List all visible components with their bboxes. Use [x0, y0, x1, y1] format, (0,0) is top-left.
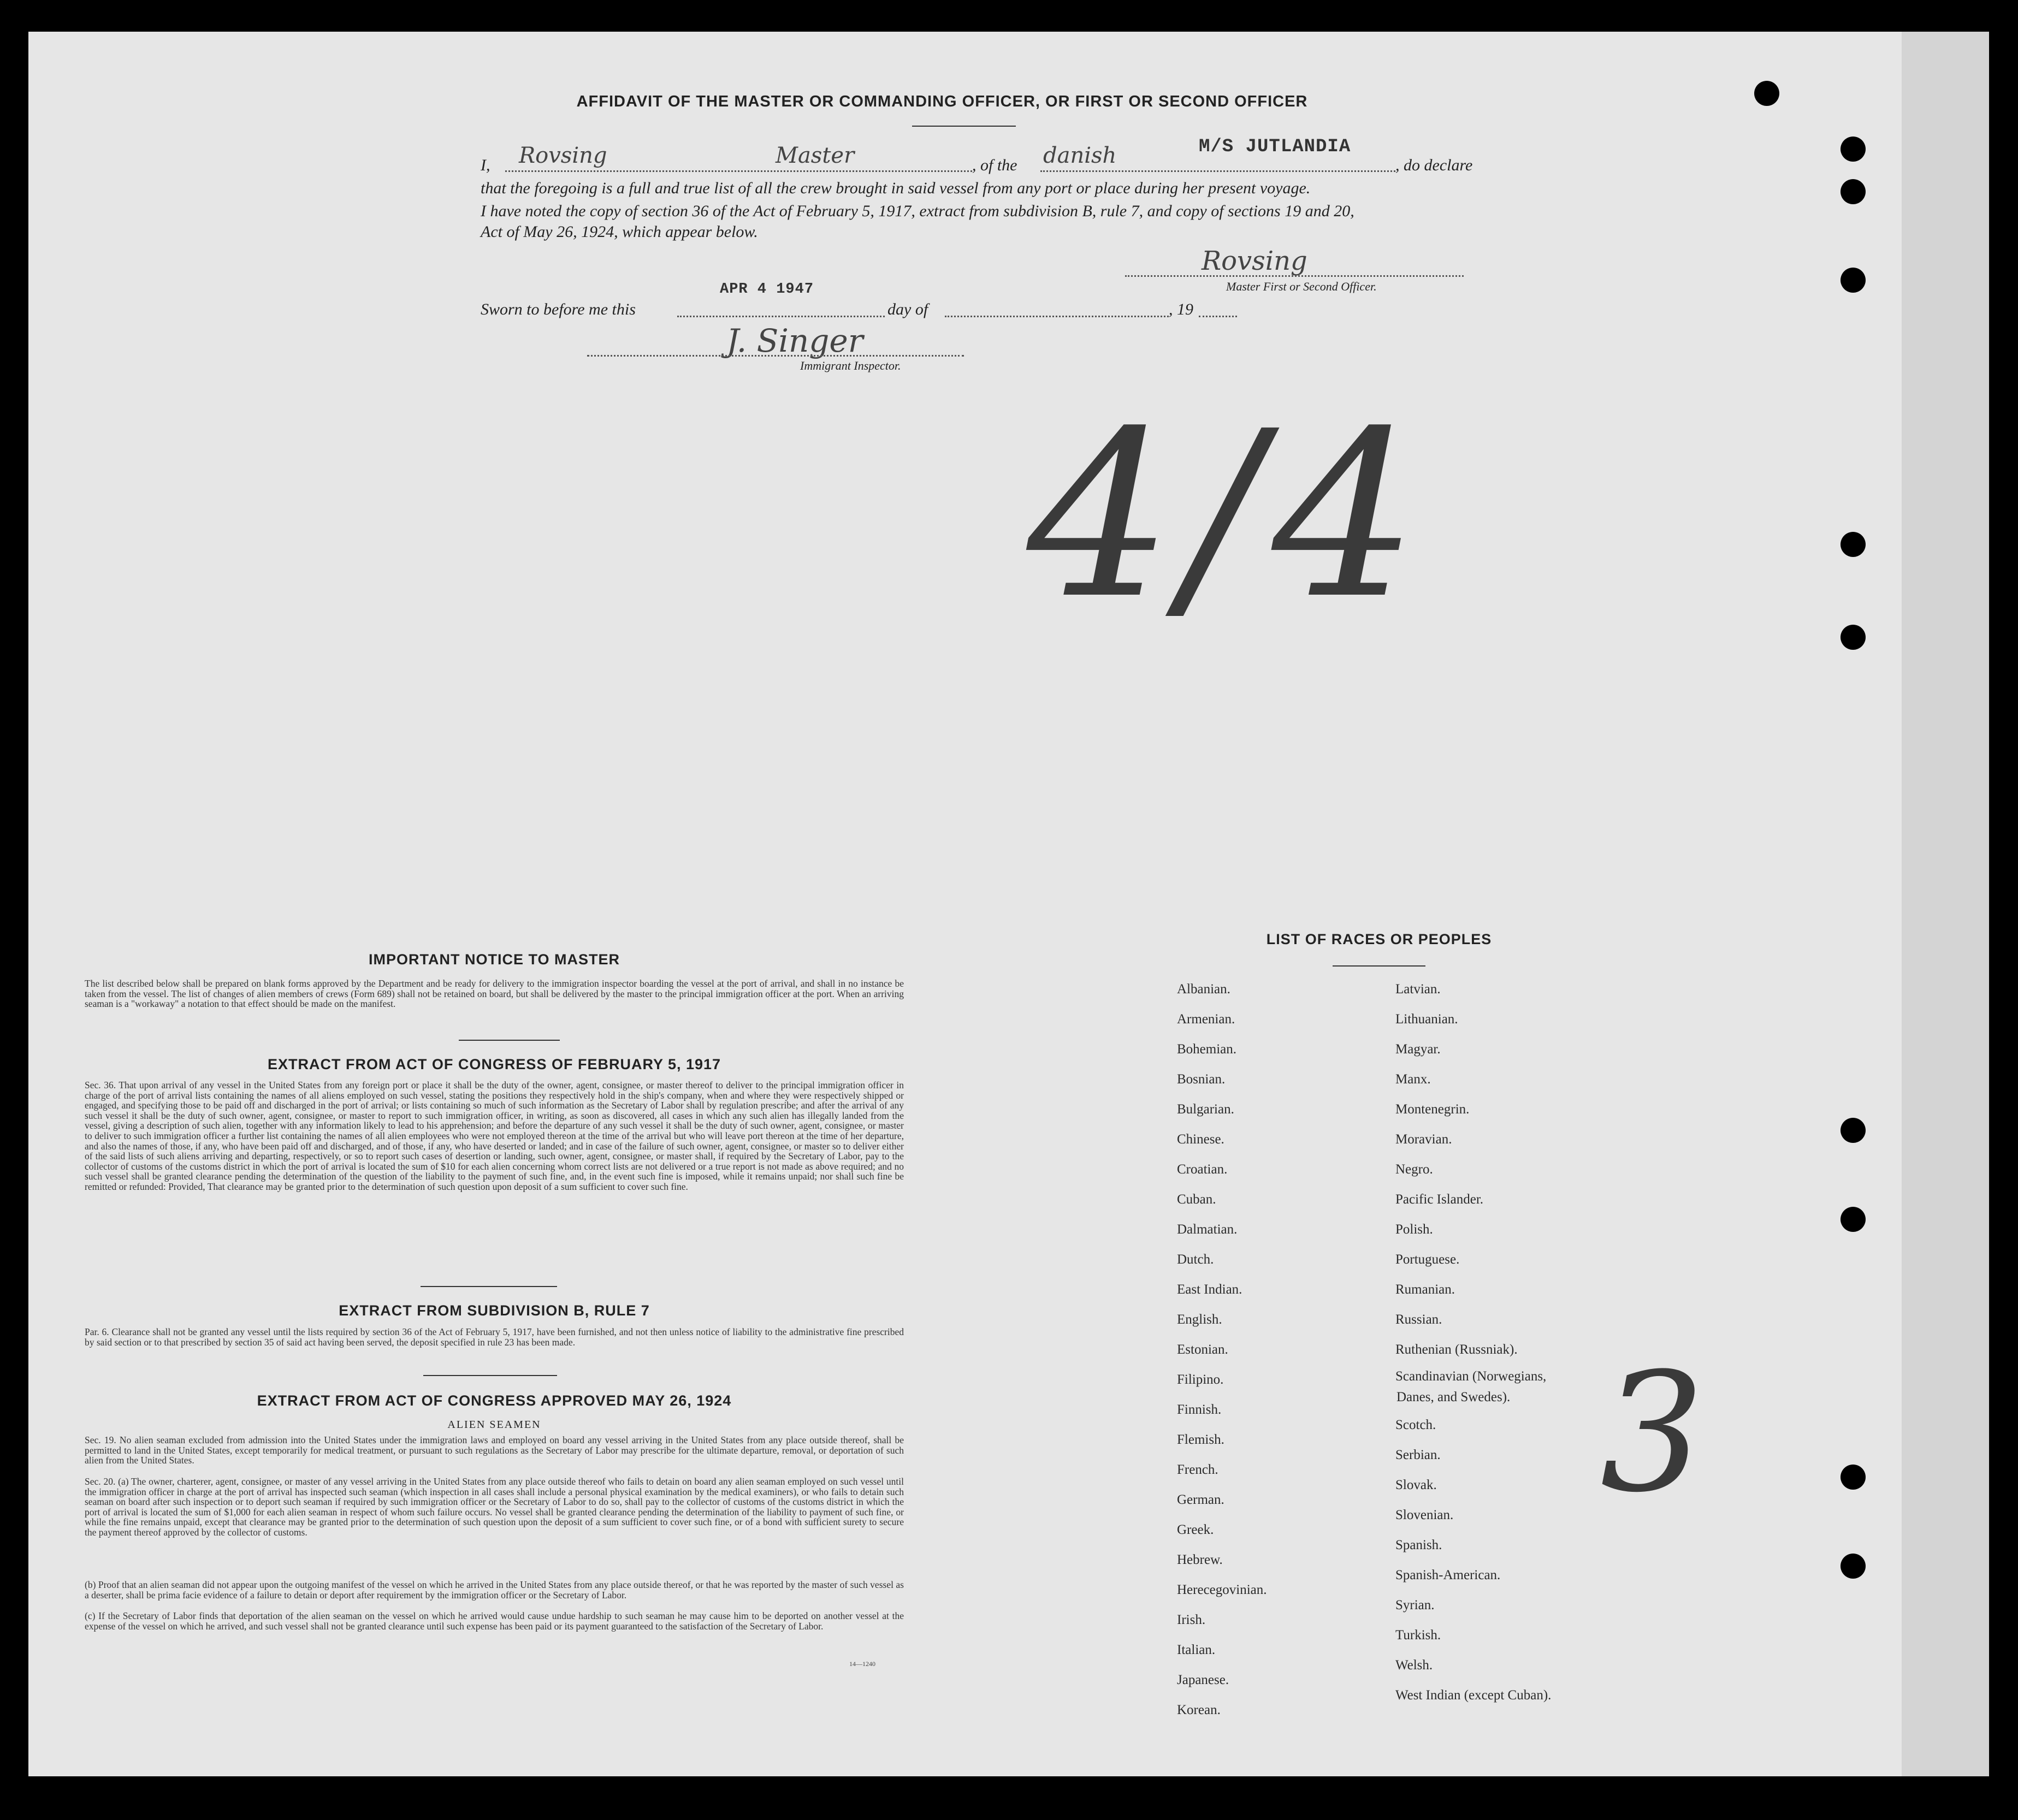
punch-hole: [1841, 625, 1866, 650]
race-item: Herecegovinian.: [1177, 1582, 1267, 1597]
affidavit-do-declare: , do declare: [1395, 156, 1473, 174]
master-signature-caption: Master First or Second Officer.: [1226, 280, 1377, 293]
date-stamp: APR 4 1947: [720, 281, 814, 298]
master-signature: Rovsing: [1202, 246, 1307, 276]
race-item: Slovenian.: [1395, 1508, 1454, 1522]
master-signature-line: [1125, 275, 1464, 277]
race-item: Estonian.: [1177, 1342, 1228, 1357]
race-item: West Indian (except Cuban).: [1395, 1688, 1552, 1703]
vessel-name-stamp: M/S JUTLANDIA: [1199, 137, 1351, 157]
extract-1924-title: EXTRACT FROM ACT OF CONGRESS APPROVED MAY 26, 1924: [257, 1392, 732, 1409]
race-item: Cuban.: [1177, 1192, 1216, 1207]
handwritten-name: Rovsing: [519, 143, 607, 168]
race-item: Spanish-American.: [1395, 1568, 1501, 1582]
race-item: Danes, and Swedes).: [1396, 1390, 1511, 1404]
affidavit-title: AFFIDAVIT OF THE MASTER OR COMMANDING OFFICER, OR FIRST OR SECOND OFFICER: [576, 93, 1308, 110]
notice-text: The list described below shall be prepared on blank forms approved by the Department and be ready for delivery to the immigration inspector boarding the vessel at the port of arrival, and shall in no instance be taken from the vessel. The list of changes of alien members of crews (Form 689) shall not be retained on board, but shall be delivered by the master to the principal immigration officer at the port. When an arriving seaman is a "workaway" a notation to that effect should be made on the manifest.: [85, 978, 904, 1010]
race-item: Syrian.: [1395, 1598, 1435, 1612]
race-item: Spanish.: [1395, 1538, 1442, 1552]
divider: [459, 1040, 560, 1041]
race-item: Greek.: [1177, 1522, 1214, 1537]
inspector-signature: J. Singer: [726, 322, 863, 359]
race-item: East Indian.: [1177, 1282, 1242, 1297]
race-item: Latvian.: [1395, 982, 1441, 997]
race-item: German.: [1177, 1492, 1224, 1507]
handwritten-rank: Master: [776, 143, 855, 168]
race-item: Russian.: [1395, 1312, 1442, 1327]
punch-hole: [1754, 81, 1779, 106]
affidavit-i: I,: [481, 156, 490, 174]
next-page-edge: [1902, 32, 1989, 1776]
form-number: 14—1240: [849, 1660, 875, 1668]
race-item: Italian.: [1177, 1643, 1216, 1657]
punch-hole: [1841, 1465, 1866, 1490]
section-19-text: Sec. 19. No alien seaman excluded from admission into the United States under the immigration laws and employed on board any vessel arriving in the United States from any place outside thereof, shall be permitted to land in the United States, except temporarily for medical treatment, or pursuant to such regulations as the Secretary of Labor may prescribe for the ultimate departure, removal, or deportation of such alien from the United States.: [85, 1434, 904, 1466]
race-item: Armenian.: [1177, 1012, 1235, 1027]
vessel-field-line: [1040, 170, 1395, 172]
race-item: Scandinavian (Norwegians,: [1395, 1369, 1547, 1384]
race-item: Bohemian.: [1177, 1042, 1237, 1057]
section-20b-text: (b) Proof that an alien seaman did not appear upon the outgoing manifest of the vessel on which he arrived in the United States from any place outside thereof, or that he was reported by the master of such vessel as a deserter, shall be prima facie evidence of a failure to detain or deport after requirement by the immigration officer or the Secretary of Labor.: [85, 1579, 904, 1600]
title-divider: [912, 126, 1016, 127]
race-item: Dutch.: [1177, 1252, 1214, 1267]
punch-hole: [1841, 1118, 1866, 1143]
race-item: Ruthenian (Russniak).: [1395, 1342, 1518, 1357]
affidavit-line-3: I have noted the copy of section 36 of the Act of February 5, 1917, extract from subdivision B, rule 7, and copy of sections 19 and 20,: [481, 202, 1354, 220]
name-field-line: [505, 170, 972, 172]
inspector-signature-line: [587, 355, 964, 357]
year-line: [1199, 316, 1237, 317]
race-item: Polish.: [1395, 1222, 1433, 1237]
notice-title: IMPORTANT NOTICE TO MASTER: [369, 951, 620, 968]
punch-hole: [1841, 1554, 1866, 1579]
section-20c-text: (c) If the Secretary of Labor finds that deportation of the alien seaman on the vessel on which he arrived would cause undue hardship to such seaman he may cause him to be deported on another vessel at the expense of the vessel on which he arrived, and such vessel shall not be granted clearance until such expense has been paid or its payment guaranteed to the satisfaction of the Secretary of Labor.: [85, 1610, 904, 1632]
race-item: French.: [1177, 1462, 1218, 1477]
divider: [421, 1286, 557, 1287]
punch-hole: [1841, 268, 1866, 293]
sworn-month-line: [945, 316, 1169, 317]
race-item: Slovak.: [1395, 1478, 1437, 1492]
sworn-day-line: [677, 316, 885, 317]
race-item: Magyar.: [1395, 1042, 1441, 1057]
handwritten-page-count: 4/4: [1027, 382, 1429, 649]
race-item: Rumanian.: [1395, 1282, 1455, 1297]
race-item: Bulgarian.: [1177, 1102, 1234, 1117]
punch-hole: [1841, 179, 1866, 204]
race-item: Albanian.: [1177, 982, 1230, 997]
race-item: Chinese.: [1177, 1132, 1224, 1147]
sworn-text: Sworn to before me this: [481, 300, 636, 318]
race-item: Hebrew.: [1177, 1552, 1223, 1567]
race-item: Filipino.: [1177, 1372, 1224, 1387]
alien-seamen-subtitle: ALIEN SEAMEN: [447, 1419, 541, 1431]
inspector-caption: Immigrant Inspector.: [800, 359, 901, 372]
race-item: Montenegrin.: [1395, 1102, 1470, 1117]
race-item: Welsh.: [1395, 1658, 1433, 1673]
affidavit-line-2: that the foregoing is a full and true list of all the crew brought in said vessel from any port or place during her present voyage.: [481, 179, 1311, 197]
race-item: Pacific Islander.: [1395, 1192, 1484, 1207]
race-item: Croatian.: [1177, 1162, 1228, 1177]
day-of-text: day of: [887, 300, 928, 318]
extract-1917-text: Sec. 36. That upon arrival of any vessel in the United States from any foreign port or place it shall be the duty of the owner, agent, consignee, or master thereof to deliver to the principal immigration officer in charge of the port of arrival lists containing the names of all aliens employed on such vessel, stating the positions they respectively hold in the ship's company, when and where they were respectively shipped or engaged, and specifying those to be paid off and discharged in the port of arrival; or lists containing so much of such information as the Secretary of Labor shall by regulation prescribe; and after the arrival of any such vessel it shall be the duty of such owner, agent, consignee, or master to report to such immigration officer, in writing, as soon as discovered, all cases in which any such alien has illegally landed from the vessel, giving a description of such alien, together with any information likely to lead to his apprehension; and before the departure of any such vessel it shall be the duty of such owner, agent, consignee, or master to deliver to such immigration officer a further list containing the names of all alien employees who were not employed thereon at the time of the arrival but who will leave port thereon at the time of her departure, and also the names of those, if any, who have been paid off and discharged, and of those, if any, who have deserted or landed; and in case of the failure of such owner, agent, consignee, or master so to deliver either of the said lists of such aliens arriving and departing, respectively, or so to report such cases of desertion or landing, such owner, agent, consignee, or master shall, if required by the Secretary of Labor, pay to the collector of customs of the customs district in which the port of arrival is located the sum of $10 for each alien concerning whom correct lists are not delivered or a true report is not made as above required; and no such vessel shall be granted clearance pending the determination of the question of the liability to the payment of such fine, and, in the event such fine is imposed, while it remains unpaid; nor shall such fine be remitted or refunded: Provided, That clearance may be granted prior to the determination of such question upon deposit of a sum sufficient to cover such fine.: [85, 1080, 904, 1192]
races-divider: [1333, 965, 1425, 967]
subdivision-b-text: Par. 6. Clearance shall not be granted any vessel until the lists required by section 36 of the Act of February 5, 1917, have been furnished, and not then unless notice of liability to the administrative fine prescribed by said section or to that prescribed by section 35 of said act having been served, the deposit specified in rule 23 has been made.: [85, 1326, 904, 1348]
punch-hole: [1841, 1207, 1866, 1232]
race-item: Serbian.: [1395, 1448, 1441, 1462]
race-item: Korean.: [1177, 1703, 1221, 1717]
divider: [423, 1375, 557, 1376]
race-item: Finnish.: [1177, 1402, 1222, 1417]
race-item: Lithuanian.: [1395, 1012, 1458, 1027]
punch-hole: [1841, 137, 1866, 162]
handwritten-page-number: 3: [1600, 1338, 1705, 1528]
race-item: Manx.: [1395, 1072, 1431, 1087]
race-item: Moravian.: [1395, 1132, 1452, 1147]
race-item: Irish.: [1177, 1612, 1206, 1627]
race-item: Negro.: [1395, 1162, 1433, 1177]
race-item: Portuguese.: [1395, 1252, 1460, 1267]
race-item: Japanese.: [1177, 1673, 1229, 1687]
affidavit-of-the: , of the: [972, 156, 1017, 174]
race-item: Scotch.: [1395, 1418, 1436, 1432]
section-20a-text: Sec. 20. (a) The owner, charterer, agent, consignee, or master of any vessel arriving in the United States from any place outside thereof who fails to detain on board any alien seaman employed on such vessel until the immigration officer in charge at the port of arrival has inspected such seaman (which inspection in all cases shall include a personal physical examination by the medical examiners), or who fails to detain such seaman on board after such inspection or to deport such seaman if required by such immigration officer or the Secretary of Labor to do so, shall pay to the collector of customs of the customs district in which the port of arrival is located the sum of $1,000 for each alien seaman in respect of whom such failure occurs. No vessel shall be granted clearance pending the determination of the liability to payment of such fine, or while the fine remains unpaid, except that clearance may be granted prior to the determination of such question upon the deposit of a sum sufficient to cover such fine, or of a bond with sufficient surety to secure the payment thereof approved by the collector of customs.: [85, 1476, 904, 1538]
affidavit-line-4: Act of May 26, 1924, which appear below.: [481, 223, 758, 241]
race-item: Flemish.: [1177, 1432, 1224, 1447]
races-title: LIST OF RACES OR PEOPLES: [1266, 931, 1492, 947]
race-item: Dalmatian.: [1177, 1222, 1238, 1237]
extract-1917-title: EXTRACT FROM ACT OF CONGRESS OF FEBRUARY 5, 1917: [267, 1056, 721, 1072]
year-prefix: , 19: [1169, 300, 1193, 318]
race-item: English.: [1177, 1312, 1222, 1327]
punch-hole: [1841, 532, 1866, 557]
race-item: Bosnian.: [1177, 1072, 1226, 1087]
subdivision-b-title: EXTRACT FROM SUBDIVISION B, RULE 7: [339, 1302, 650, 1319]
race-item: Turkish.: [1395, 1628, 1441, 1643]
handwritten-nationality: danish: [1043, 143, 1117, 168]
